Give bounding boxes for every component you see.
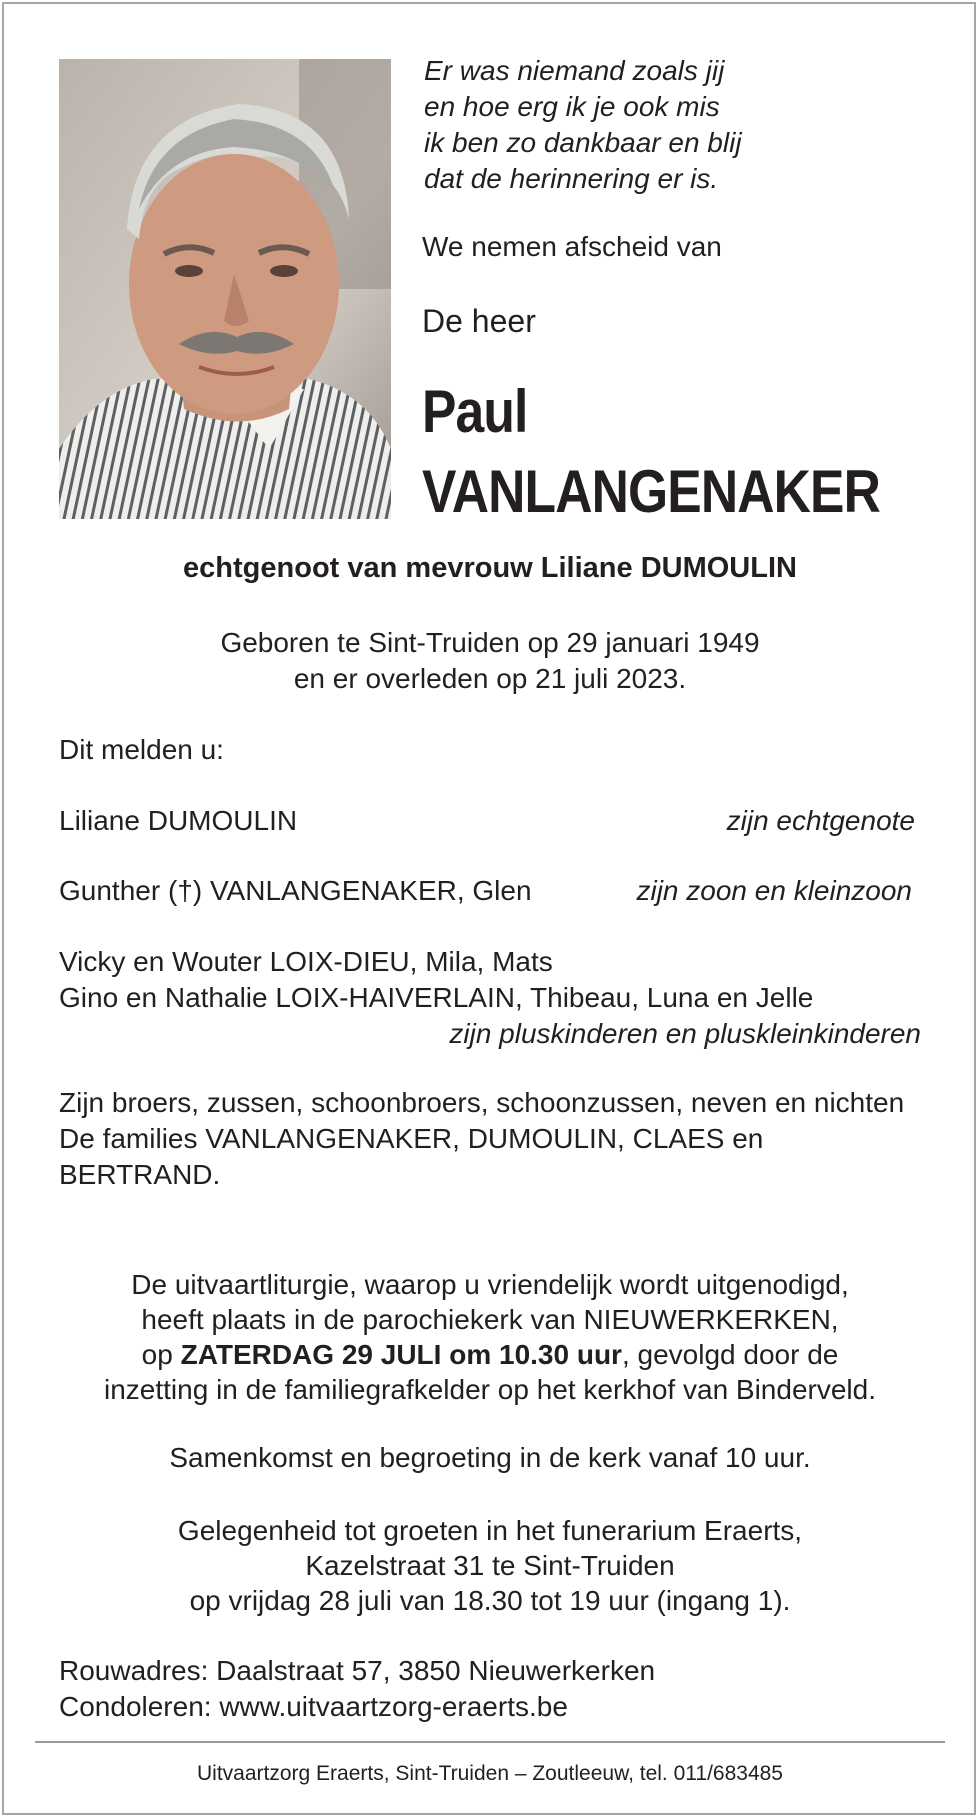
footer-divider bbox=[35, 1741, 945, 1743]
funeral-line: inzetting in de familiegrafkelder op het kerkhof van Binderveld. bbox=[104, 1374, 876, 1405]
footer-funeral-home: Uitvaartzorg Eraerts, Sint-Truiden – Zoutleeuw, tel. 011/683485 bbox=[197, 1762, 783, 1785]
gathering-info: Samenkomst en begroeting in de kerk vanaf 10 uur. bbox=[169, 1442, 811, 1473]
funeral-line: De uitvaartliturgie, waarop u vriendelijk wordt uitgenodigd, bbox=[131, 1269, 849, 1300]
step-children-lines bbox=[59, 944, 921, 1016]
relative-relation: zijn zoon en kleinzoon bbox=[636, 875, 912, 906]
funeral-details bbox=[0, 1267, 980, 1407]
announce-label: Dit melden u: bbox=[59, 734, 224, 765]
contact-info bbox=[59, 1653, 921, 1725]
birth-death-info bbox=[0, 625, 980, 697]
relative-relation: zijn echtgenote bbox=[726, 805, 915, 836]
condolence-website: Condoleren: www.uitvaartzorg-eraerts.be bbox=[59, 1691, 568, 1722]
funeral-date-suffix: , gevolgd door de bbox=[621, 1339, 839, 1370]
portrait-photo bbox=[59, 59, 391, 519]
deceased-name bbox=[422, 372, 880, 532]
relative-names: Gunther (†) VANLANGENAKER, Glen bbox=[59, 875, 532, 906]
step-children-relation: zijn pluskinderen en pluskleinkinderen bbox=[449, 1018, 921, 1049]
funeral-line bbox=[0, 1337, 980, 1372]
funeral-date: ZATERDAG 29 JULI om 10.30 uur bbox=[180, 1339, 622, 1370]
poem-line: Er was niemand zoals jij bbox=[424, 55, 725, 86]
death-line: en er overleden op 21 juli 2023. bbox=[293, 663, 687, 694]
relative-names: Liliane DUMOULIN bbox=[59, 805, 298, 836]
step-children-line: Vicky en Wouter LOIX-DIEU, Mila, Mats bbox=[59, 946, 553, 977]
funeral-line: heeft plaats in de parochiekerk van NIEUWERKERKEN, bbox=[141, 1304, 839, 1335]
visitation-info bbox=[0, 1513, 980, 1618]
salutation: De heer bbox=[422, 303, 536, 339]
family-lines bbox=[59, 1085, 909, 1193]
poem-line: dat de herinnering er is. bbox=[424, 163, 719, 194]
family-line: Zijn broers, zussen, schoonbroers, schoonzussen, neven en nichten bbox=[59, 1087, 905, 1118]
step-children-line: Gino en Nathalie LOIX-HAIVERLAIN, Thibeau, Luna en Jelle bbox=[59, 982, 814, 1013]
mourning-address: Rouwadres: Daalstraat 57, 3850 Nieuwerkerken bbox=[59, 1655, 656, 1686]
birth-line: Geboren te Sint-Truiden op 29 januari 1949 bbox=[220, 627, 760, 658]
first-name: Paul bbox=[422, 378, 528, 445]
poem-line: ik ben zo dankbaar en blij bbox=[424, 127, 742, 158]
spouse-line: echtgenoot van mevrouw Liliane DUMOULIN bbox=[183, 552, 797, 584]
visitation-line: Gelegenheid tot groeten in het funerarium Eraerts, bbox=[177, 1515, 803, 1546]
relative-row bbox=[59, 873, 915, 909]
family-line: De families VANLANGENAKER, DUMOULIN, CLAES en BERTRAND. bbox=[59, 1123, 764, 1190]
memorial-poem bbox=[424, 53, 742, 197]
visitation-line: op vrijdag 28 juli van 18.30 tot 19 uur (ingang 1). bbox=[189, 1585, 791, 1616]
relative-row bbox=[59, 803, 915, 839]
farewell-intro: We nemen afscheid van bbox=[422, 231, 722, 262]
funeral-date-prefix: op bbox=[141, 1339, 181, 1370]
poem-line: en hoe erg ik je ook mis bbox=[424, 91, 720, 122]
last-name: VANLANGENAKER bbox=[422, 458, 881, 525]
visitation-line: Kazelstraat 31 te Sint-Truiden bbox=[305, 1550, 675, 1581]
